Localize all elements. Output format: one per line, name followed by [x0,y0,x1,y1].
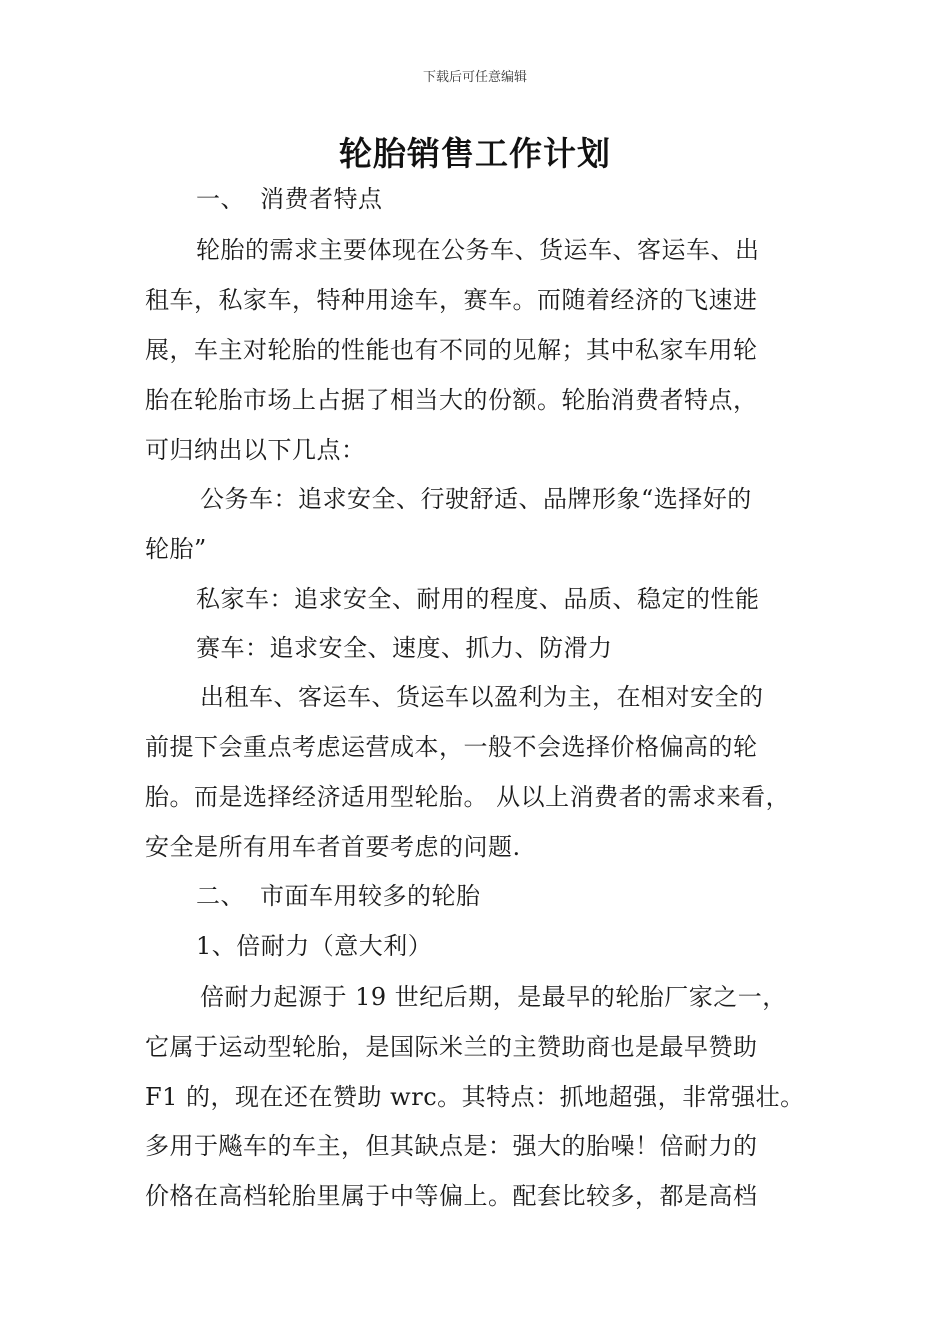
header-note: 下载后可任意编辑 [422,70,527,85]
section-number: 二、 [196,882,245,910]
section-heading-2 [196,881,481,911]
paragraph-line: 多用于飚车的车主，但其缺点是：强大的胎噪！倍耐力的 [145,1132,758,1160]
section-number: 一、 [196,185,245,213]
section-label: 市面车用较多的轮胎 [260,882,481,910]
subsection-heading: 1、倍耐力（意大利） [196,932,433,960]
document-title: 轮胎销售工作计划 [339,134,611,173]
paragraph-line: 出租车、客运车、货运车以盈利为主，在相对安全的 [200,683,764,711]
paragraph-line: 轮胎” [145,535,207,563]
paragraph-line: 价格在高档轮胎里属于中等偏上。配套比较多，都是高档 [145,1182,758,1210]
paragraph-line: 胎在轮胎市场上占据了相当大的份额。轮胎消费者特点， [145,386,758,414]
paragraph-line: 前提下会重点考虑运营成本，一般不会选择价格偏高的轮 [145,733,758,761]
paragraph-line: 轮胎的需求主要体现在公务车、货运车、客运车、出 [196,236,760,264]
paragraph-line: 公务车：追求安全、行驶舒适、品牌形象“选择好的 [200,485,752,513]
section-heading-1 [196,184,383,214]
paragraph-line: 赛车：追求安全、速度、抓力、防滑力 [196,634,613,662]
paragraph-line: 租车，私家车，特种用途车，赛车。而随着经济的飞速进 [145,286,758,314]
section-label: 消费者特点 [260,185,383,213]
paragraph-line: 倍耐力起源于 19 世纪后期，是最早的轮胎厂家之一， [200,983,787,1011]
paragraph-line: 私家车：追求安全、耐用的程度、品质、稳定的性能 [196,585,760,613]
paragraph-line: 它属于运动型轮胎，是国际米兰的主赞助商也是最早赞助 [145,1033,758,1061]
paragraph-line: 胎。而是选择经济适用型轮胎。 从以上消费者的需求来看， [145,783,791,811]
paragraph-line: 展，车主对轮胎的性能也有不同的见解；其中私家车用轮 [145,336,758,364]
paragraph-line: 安全是所有用车者首要考虑的问题. [145,833,521,861]
paragraph-line: F1 的，现在还在赞助 wrc。其特点：抓地超强，非常强壮。 [145,1083,805,1111]
paragraph-line: 可归纳出以下几点： [145,436,366,464]
